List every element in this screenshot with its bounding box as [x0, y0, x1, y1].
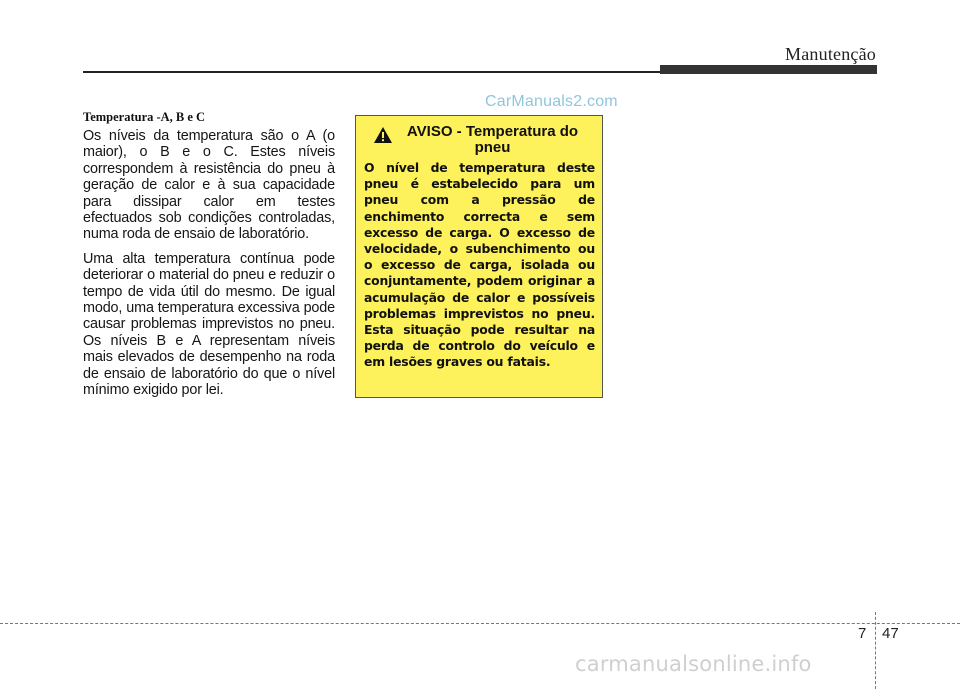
watermark-bottom: carmanualsonline.info	[575, 652, 812, 676]
warning-triangle-icon	[373, 126, 393, 144]
header-rule-thin	[83, 71, 660, 73]
paragraph-1: Os níveis da temperatura são o A (o maior), o B e o C. Estes níveis correspondem à resistência do pneu à geração de calor e à sua capacidade para dissipar calor em testes efectuados sob condições controladas, numa roda de ensaio de laboratório.	[83, 128, 335, 243]
chapter-number: 7	[858, 625, 867, 642]
paragraph-2: Uma alta temperatura contínua pode deteriorar o material do pneu e reduzir o tempo de vida útil do mesmo. De igual modo, uma temperatura excessiva pode causar problemas imprevistos no pneu. Os níveis B e A representam níveis mais elevados de desempenho na roda de ensaio de laboratório do que o nível mínimo exigido por lei.	[83, 250, 335, 399]
page-number: 47	[882, 625, 899, 642]
warning-box	[355, 115, 603, 398]
chapter-title: Manutenção	[785, 44, 876, 64]
section-heading: Temperatura -A, B e C	[83, 110, 206, 124]
watermark-top: CarManuals2.com	[485, 93, 618, 110]
header-rule-thick	[660, 65, 877, 74]
warning-text: O nível de temperatura deste pneu é estabelecido para um pneu com a pressão de enchimento correcta e sem excesso de carga. O excesso de velocidade, o subenchimento ou o excesso de carga, isolada ou conjuntamente, podem originar a acumulação de calor e possíveis problemas imprevistos no pneu. Esta situação pode resultar na perda de controlo do veículo e em lesões graves ou fatais.	[364, 160, 595, 370]
footer-divider	[875, 612, 876, 689]
warning-title-row	[364, 124, 595, 156]
text-column	[83, 110, 335, 407]
footer-rule	[0, 623, 960, 624]
warning-title: AVISO - Temperatura do pneu	[406, 123, 579, 156]
